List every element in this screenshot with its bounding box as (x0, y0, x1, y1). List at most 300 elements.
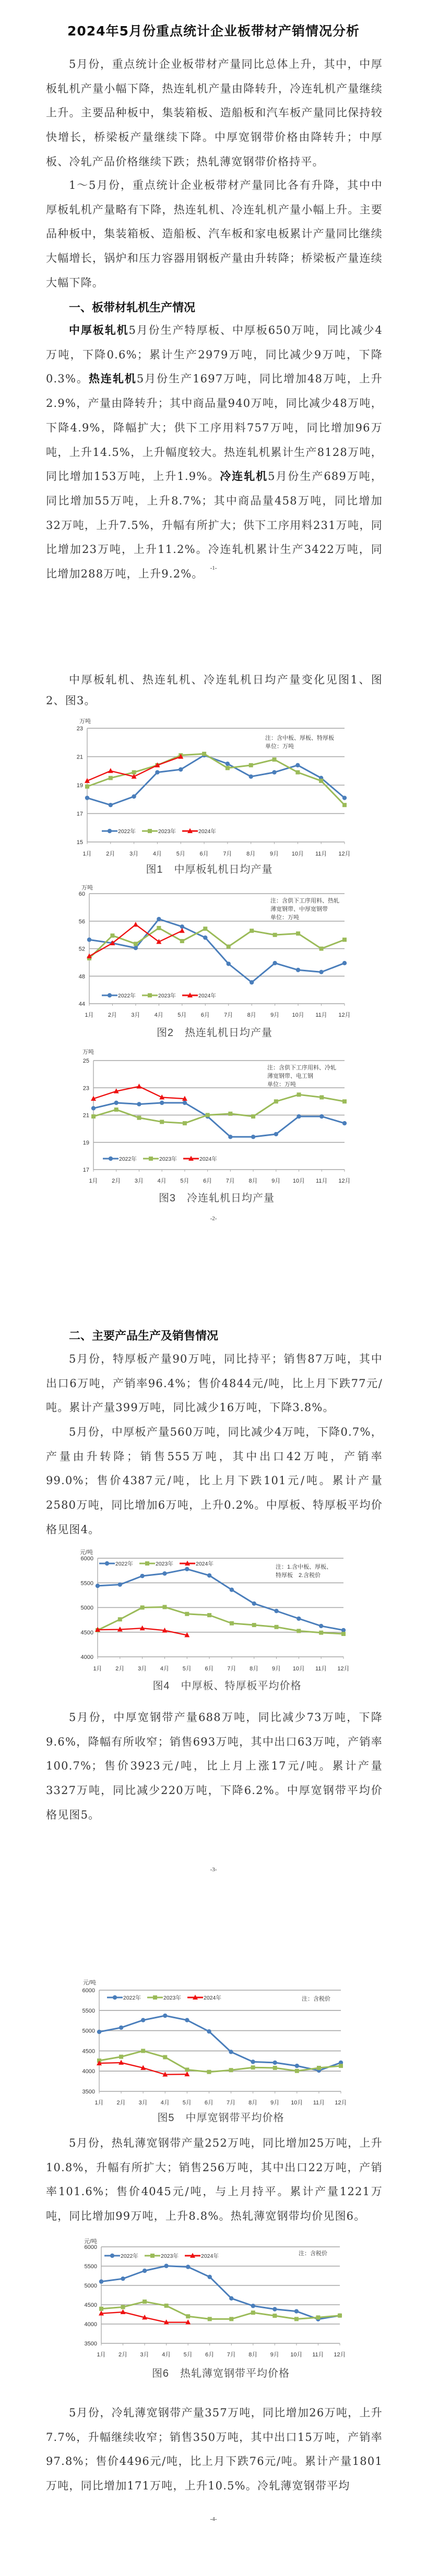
x-tick-label: 6月 (200, 1012, 210, 1018)
data-point-square-marker (183, 1121, 187, 1125)
data-point-square-marker (91, 1114, 96, 1118)
legend-circle-marker (109, 1157, 113, 1161)
series-2022年 (87, 917, 347, 985)
x-tick-label: 9月 (270, 2352, 279, 2358)
figure-caption: 图1 中厚板轧机日均产量 (146, 864, 273, 875)
data-point-square-marker (134, 942, 138, 946)
data-point-circle-marker (273, 2061, 277, 2065)
chart-note: 特厚板 2.含税价 (276, 1572, 321, 1579)
data-point-square-marker (203, 926, 207, 931)
y-tick-label: 23 (82, 1085, 89, 1092)
x-tick-label: 4月 (154, 1012, 163, 1018)
data-point-circle-marker (272, 961, 277, 965)
data-point-circle-marker (109, 803, 113, 807)
legend-label: 2024年 (196, 1561, 214, 1567)
x-tick-label: 4月 (160, 2100, 170, 2106)
data-point-circle-marker (137, 1102, 141, 1106)
series-line (93, 1094, 345, 1123)
hot-strip-mill-text: 5月份生产1697万吨，同比增加48万吨，上升2.9%，产量由降转升；其中商品量940万吨，同比减少48万吨，下降4.9%，降幅扩大；供下工序用料757万吨，同比增加96万吨，上升14.5%，上升幅度较大。热连轧机累计生产8128万吨，同比增加153万吨，上升1.9%。 (46, 372, 383, 483)
x-tick-label: 5月 (176, 851, 185, 857)
y-tick-label: 5500 (80, 1580, 93, 1587)
y-tick-label: 6000 (84, 2244, 97, 2250)
legend-label: 2022年 (123, 1995, 141, 2001)
chart-note: 单位：万吨 (270, 914, 299, 921)
data-point-square-marker (121, 2305, 125, 2309)
series-2023年 (87, 926, 347, 960)
data-point-circle-marker (208, 2275, 212, 2279)
data-point-square-marker (251, 2065, 255, 2069)
chart-note: 注：含中板、厚板、特厚板 (265, 735, 334, 741)
x-tick-label: 5月 (180, 1178, 189, 1184)
y-tick-label: 5000 (80, 1605, 93, 1611)
data-point-square-marker (297, 1092, 301, 1097)
y-axis-unit-label: 万吨 (81, 885, 93, 891)
x-tick-label: 8月 (250, 1666, 259, 1672)
data-point-square-marker (249, 763, 253, 767)
cumulative-summary-paragraph: 1～5月份，重点统计企业板带材产量同比各有升降，其中中厚板轧机产量略有下降，热连轧机、冷连轧机产量小幅上升。主要品种板中，集装箱板、造船板、汽车板和家电板累计产量同比继续大幅增长，锅炉和压力容器用钢板产量由升转降；桥梁板产量连续大幅下降。 (46, 179, 383, 289)
cold-rolled-strip-paragraph: 5月份，冷轧薄宽钢带产量357万吨，同比增加26万吨，上升7.7%，升幅继续收窄；销售350万吨，其中出口15万吨，产销率97.8%；售价4496元/吨，比上月下跌76元/吨。累计产量1801万吨，同比增加171万吨，上升10.5%。冷轧薄宽钢带平均 (46, 2406, 383, 2493)
medium-wide-strip-paragraph: 5月份，中厚宽钢带产量688万吨，同比减少73万吨，下降9.6%，降幅有所收窄；销售693万吨，其中出口63万吨，产销率100.7%；售价3923元/吨，比上月上涨17元/吨。累计产量3327万吨，同比减少220万吨，下降6.2%。中厚宽钢带平均价格见图5。 (46, 1711, 383, 1821)
data-point-triangle-marker (108, 768, 113, 773)
data-point-square-marker (273, 933, 277, 937)
data-point-square-marker (274, 1099, 278, 1103)
data-point-circle-marker (163, 2014, 167, 2018)
plate-mill-text: 5月份生产特厚板、中厚板650万吨，同比减少4万吨，下降0.6%；累计生产2979万吨，同比减少9万吨，下降0.3%。 (46, 324, 383, 386)
hot-rolled-strip-paragraph: 5月份，热轧薄宽钢带产量252万吨，同比增加25万吨，上升10.8%，升幅有所扩大；销售256万吨，其中出口22万吨，产销率101.6%；售价4045元/吨，与上月持平。累计产量1221万吨，同比增加99万吨，上升8.8%。热轧薄宽钢带均价见图6。 (46, 2137, 383, 2223)
data-point-circle-marker (296, 1617, 301, 1621)
data-point-square-marker (295, 2069, 299, 2073)
data-point-circle-marker (228, 1135, 232, 1139)
data-point-circle-marker (296, 968, 300, 972)
data-point-square-marker (295, 770, 300, 774)
x-tick-label: 6月 (199, 851, 209, 857)
x-tick-label: 1月 (85, 1012, 94, 1018)
chart-figure-4 (80, 1548, 350, 1692)
legend-item (104, 2253, 138, 2259)
bold-term-hot-strip-mill: 热连轧机 (88, 372, 137, 386)
data-point-circle-marker (207, 2029, 211, 2033)
legend-circle-marker (105, 1561, 109, 1566)
data-point-circle-marker (250, 980, 254, 984)
y-tick-label: 56 (78, 918, 85, 925)
series-line (87, 754, 345, 805)
legend-square-marker (148, 993, 152, 997)
data-point-circle-marker (134, 946, 138, 950)
x-tick-label: 3月 (138, 2100, 148, 2106)
y-tick-label: 4000 (82, 2068, 95, 2075)
data-point-square-marker (319, 1096, 324, 1100)
data-point-square-marker (317, 2066, 321, 2070)
page-number: -3- (210, 1867, 217, 1873)
legend-label: 2024年 (198, 993, 216, 999)
data-point-square-marker (319, 947, 324, 951)
data-point-circle-marker (272, 770, 276, 774)
data-point-square-marker (296, 1629, 301, 1633)
legend-circle-marker (110, 2254, 114, 2258)
data-point-square-marker (186, 2314, 190, 2318)
series-line (101, 2302, 340, 2319)
data-point-circle-marker (91, 1106, 96, 1110)
data-point-square-marker (339, 2064, 343, 2068)
x-tick-label: 11月 (312, 2352, 324, 2358)
y-tick-label: 17 (82, 1167, 89, 1173)
y-tick-label: 25 (82, 1058, 89, 1064)
legend-circle-marker (108, 829, 112, 833)
series-line (89, 924, 182, 956)
data-point-circle-marker (141, 2018, 145, 2022)
data-point-circle-marker (319, 1114, 324, 1118)
data-point-circle-marker (186, 2265, 190, 2269)
data-point-triangle-marker (180, 928, 185, 933)
y-tick-label: 4500 (80, 1629, 93, 1636)
data-point-square-marker (208, 2317, 212, 2321)
legend-label: 2024年 (198, 828, 216, 835)
series-2023年 (85, 752, 347, 807)
data-point-square-marker (251, 1114, 255, 1118)
data-point-circle-marker (227, 961, 231, 966)
x-tick-label: 10月 (292, 1178, 305, 1184)
figure-caption: 图6 热轧薄宽钢带平均价格 (151, 2368, 290, 2379)
x-tick-label: 5月 (182, 2100, 192, 2106)
chart-note: 单位：万吨 (265, 743, 294, 750)
cold-mill-text: 5月份生产689万吨，同比增加55万吨，上升8.7%；其中商品量458万吨，同比增加32万吨，上升7.5%，升幅有所扩大；供下工序用料231万吨，同比增加23万吨，上升11.2%。冷连轧机累计生产3422万吨，同比增加288万吨，上升9.2%。 (46, 470, 383, 581)
x-tick-label: 12月 (338, 851, 351, 857)
x-tick-label: 6月 (203, 1178, 212, 1184)
medium-plate-paragraph: 5月份，中厚板产量560万吨，同比减少4万吨，下降0.7%，产量由升转降；销售555万吨，其中出口42万吨，产销率99.0%；售价4387元/吨，比上月下跌101元/吨。累计产量2580万吨，同比增加6万吨，上升0.2%。中厚板、特厚板平均价格见图4。 (46, 1426, 383, 1536)
x-tick-label: 5月 (182, 1666, 192, 1672)
data-point-circle-marker (251, 2304, 255, 2308)
legend-label: 2022年 (121, 2253, 138, 2259)
chart-note: 薄宽钢带、中厚宽钢带 (270, 906, 328, 912)
y-axis-unit-label: 元/吨 (80, 1549, 93, 1556)
y-tick-label: 21 (82, 1112, 89, 1119)
x-tick-label: 2月 (118, 2352, 128, 2358)
y-tick-label: 52 (78, 946, 85, 953)
x-tick-label: 9月 (269, 851, 279, 857)
data-point-square-marker (143, 2300, 147, 2304)
data-point-triangle-marker (136, 1084, 141, 1089)
data-point-square-marker (272, 757, 277, 762)
data-point-circle-marker (207, 1573, 211, 1578)
x-tick-label: 1月 (82, 851, 92, 857)
y-tick-label: 3500 (84, 2341, 97, 2347)
x-tick-label: 8月 (248, 2352, 258, 2358)
legend-label: 2024年 (199, 1156, 217, 1162)
legend-square-marker (148, 829, 152, 833)
legend-item (187, 1994, 221, 2001)
chart-figure-5 (82, 1979, 347, 2124)
x-tick-label: 3月 (140, 2352, 149, 2358)
x-tick-label: 3月 (129, 851, 139, 857)
data-point-circle-marker (230, 1587, 234, 1592)
x-tick-label: 7月 (226, 2100, 236, 2106)
data-point-circle-marker (99, 2279, 103, 2283)
x-tick-label: 8月 (248, 1178, 258, 1184)
data-point-circle-marker (249, 774, 253, 778)
data-point-square-marker (341, 1632, 346, 1636)
figure-caption: 图4 中厚板、特厚板平均价格 (152, 1680, 302, 1692)
data-point-square-marker (157, 926, 161, 930)
y-axis-unit-label: 万吨 (79, 718, 91, 725)
chart-figure-1 (77, 717, 351, 875)
x-tick-label: 8月 (247, 1012, 256, 1018)
series-2022年 (99, 2264, 342, 2321)
x-tick-label: 1月 (94, 2100, 104, 2106)
legend-label: 2022年 (118, 993, 136, 999)
legend-item (182, 828, 216, 835)
data-point-circle-marker (295, 763, 300, 767)
y-tick-label: 4500 (84, 2302, 97, 2308)
data-point-circle-marker (296, 1114, 301, 1118)
data-point-circle-marker (274, 1132, 278, 1136)
chart-figure-3 (82, 1048, 351, 1204)
x-tick-label: 4月 (160, 1666, 170, 1672)
data-point-circle-marker (185, 2018, 189, 2022)
data-point-square-marker (319, 779, 323, 783)
legend-label: 2023年 (158, 828, 176, 835)
legend-label: 2023年 (156, 1561, 173, 1567)
x-tick-label: 2月 (116, 2100, 126, 2106)
data-point-square-marker (230, 1621, 234, 1626)
bold-term-plate-mill: 中厚板轧机 (69, 324, 129, 336)
series-2023年 (99, 2300, 342, 2321)
figure-caption: 图3 冷连轧机日均产量 (158, 1193, 275, 1204)
data-point-square-marker (185, 2067, 189, 2072)
data-point-square-marker (296, 931, 300, 935)
data-point-square-marker (228, 1112, 232, 1116)
series-line (101, 2266, 340, 2319)
data-point-circle-marker (251, 1135, 255, 1139)
series-line (99, 2016, 341, 2071)
data-point-circle-marker (319, 1624, 323, 1628)
data-point-circle-marker (342, 961, 347, 965)
x-tick-label: 6月 (205, 2352, 215, 2358)
x-tick-label: 5月 (183, 2352, 193, 2358)
series-line (87, 755, 345, 805)
section-heading-products: 二、主要产品生产及销售情况 (69, 1330, 219, 1343)
x-tick-label: 7月 (227, 2352, 236, 2358)
y-tick-label: 44 (78, 1001, 85, 1007)
data-point-circle-marker (183, 1101, 187, 1105)
legend-item (143, 1155, 177, 1162)
y-tick-label: 4000 (80, 1654, 93, 1660)
data-point-circle-marker (272, 2307, 277, 2311)
legend-circle-marker (108, 993, 112, 997)
data-point-square-marker (202, 752, 206, 756)
legend-label: 2023年 (161, 2253, 179, 2259)
data-point-square-marker (163, 2055, 167, 2059)
x-tick-label: 10月 (292, 1012, 304, 1018)
figure-caption: 图5 中厚宽钢带平均价格 (157, 2112, 284, 2124)
x-tick-label: 3月 (134, 1178, 144, 1184)
data-point-circle-marker (97, 2030, 101, 2034)
legend-label: 2024年 (204, 1995, 221, 2001)
data-point-square-marker (252, 1623, 256, 1627)
x-tick-label: 2月 (106, 851, 115, 857)
x-tick-label: 2月 (115, 1666, 125, 1672)
data-point-square-marker (250, 929, 254, 933)
figure-reference-paragraph: 中厚板轧机、热连轧机、冷连轧机日均产量变化见图1、图2、图3。 (46, 673, 383, 707)
series-2022年 (91, 1101, 347, 1139)
x-tick-label: 4月 (152, 851, 162, 857)
chart-note: 注：含税价 (299, 2250, 327, 2257)
data-point-square-marker (229, 2068, 233, 2072)
x-tick-label: 12月 (338, 1012, 351, 1018)
data-point-circle-marker (229, 2296, 233, 2301)
data-point-square-marker (251, 2310, 255, 2315)
x-tick-label: 10月 (291, 851, 304, 857)
data-point-square-marker (338, 2314, 342, 2318)
legend-item (182, 992, 216, 999)
data-point-circle-marker (179, 767, 183, 772)
data-point-square-marker (226, 766, 230, 770)
data-point-square-marker (342, 937, 347, 942)
series-2022年 (97, 2014, 343, 2073)
summary-paragraph: 5月份，重点统计企业板带材产量同比总体上升，其中，中厚板轧机产量小幅下降，热连轧机产量由降转升，冷连轧机产量继续上升。主要品种板中，集装箱板、造船板和汽车板产量同比保持较快增长，桥梁板产量继续下降。中厚宽钢带价格由降转升；中厚板、冷轧产品价格继续下跌；热轧薄宽钢带价格持平。 (46, 58, 383, 168)
y-tick-label: 17 (76, 811, 83, 817)
x-tick-label: 7月 (227, 1666, 236, 1672)
data-point-square-marker (227, 945, 231, 949)
data-point-square-marker (180, 939, 184, 943)
x-tick-label: 7月 (226, 1178, 235, 1184)
data-point-circle-marker (85, 796, 89, 800)
data-point-circle-marker (342, 796, 347, 800)
x-tick-label: 9月 (271, 1666, 281, 1672)
y-tick-label: 60 (78, 891, 85, 897)
series-line (89, 928, 345, 958)
data-point-circle-marker (341, 1628, 346, 1632)
y-tick-label: 5000 (82, 2028, 95, 2035)
data-point-square-marker (207, 1613, 211, 1617)
data-point-square-marker (119, 2055, 123, 2059)
x-tick-label: 10月 (291, 2100, 303, 2106)
x-tick-label: 12月 (338, 1178, 351, 1184)
data-point-square-marker (164, 2304, 169, 2308)
series-2024年 (87, 922, 185, 958)
x-tick-label: 11月 (315, 851, 327, 857)
legend-square-marker (145, 1561, 149, 1566)
legend-label: 2023年 (158, 993, 176, 999)
x-tick-label: 6月 (204, 2100, 214, 2106)
data-point-square-marker (316, 2315, 320, 2319)
x-tick-label: 12月 (337, 1666, 350, 1672)
y-tick-label: 5500 (84, 2264, 97, 2270)
data-point-square-marker (114, 1108, 118, 1112)
legend-label: 2022年 (119, 1156, 137, 1162)
chart-note: 薄宽钢带、电工钢 (267, 1073, 313, 1079)
data-point-square-marker (141, 2049, 145, 2053)
x-tick-label: 11月 (316, 1178, 328, 1184)
legend-circle-marker (113, 1995, 117, 2000)
data-point-circle-marker (342, 1121, 347, 1125)
chart-note: 单位：万吨 (267, 1081, 296, 1088)
data-point-circle-marker (295, 2064, 299, 2068)
x-tick-label: 11月 (315, 1012, 327, 1018)
legend-item (183, 1155, 217, 1162)
x-tick-label: 7月 (223, 851, 232, 857)
x-tick-label: 8月 (248, 2100, 258, 2106)
data-point-circle-marker (114, 1101, 118, 1105)
page-number: -2- (210, 1215, 217, 1222)
y-axis-unit-label: 万吨 (82, 1049, 94, 1055)
data-point-triangle-marker (133, 922, 138, 927)
y-tick-label: 3500 (82, 2089, 95, 2095)
data-point-circle-marker (319, 970, 323, 974)
x-tick-label: 12月 (334, 2352, 346, 2358)
legend-square-marker (153, 1995, 157, 2000)
page-number: -1- (210, 565, 217, 571)
data-point-square-marker (110, 933, 114, 937)
data-point-circle-marker (87, 937, 91, 942)
x-tick-label: 3月 (138, 1666, 147, 1672)
data-point-circle-marker (143, 2269, 147, 2273)
page-number: -4- (210, 2516, 217, 2522)
data-point-circle-marker (203, 935, 207, 940)
data-point-square-marker (273, 2066, 277, 2070)
x-tick-label: 4月 (157, 1178, 167, 1184)
legend-item (103, 1155, 137, 1162)
x-tick-label: 1月 (89, 1178, 98, 1184)
series-line (89, 919, 345, 982)
legend-item (102, 828, 136, 835)
legend-label: 2024年 (201, 2253, 219, 2259)
data-point-circle-marker (157, 917, 161, 921)
data-point-square-marker (207, 2070, 211, 2074)
x-tick-label: 9月 (271, 1178, 281, 1184)
data-point-square-marker (342, 1099, 347, 1103)
data-point-square-marker (137, 1116, 141, 1120)
data-point-square-marker (206, 1113, 210, 1117)
document-title: 2024年5月份重点统计企业板带材产销情况分析 (67, 23, 360, 39)
x-tick-label: 9月 (270, 1012, 280, 1018)
x-tick-label: 5月 (177, 1012, 187, 1018)
chart-figure-6 (84, 2237, 346, 2379)
chart-note: 注：含供下工序用料、冷轧 (267, 1065, 336, 1071)
x-tick-label: 1月 (93, 1666, 102, 1672)
data-point-circle-marker (294, 2309, 299, 2313)
legend-label: 2022年 (118, 828, 136, 835)
y-axis-unit-label: 元/吨 (84, 2238, 98, 2245)
data-point-circle-marker (251, 2060, 255, 2064)
data-point-circle-marker (252, 1602, 256, 1606)
y-tick-label: 6000 (80, 1556, 93, 1562)
y-axis-unit-label: 元/吨 (83, 1980, 97, 1986)
bold-term-cold-mill: 冷连轧机 (220, 470, 268, 483)
legend-label: 2023年 (163, 1995, 181, 2001)
x-tick-label: 1月 (97, 2352, 106, 2358)
data-point-circle-marker (185, 1567, 189, 1571)
series-2023年 (96, 1605, 346, 1636)
chart-figure-2 (79, 884, 351, 1039)
legend-item (102, 992, 136, 999)
x-tick-label: 3月 (131, 1012, 140, 1018)
y-tick-label: 15 (76, 839, 83, 846)
legend-item (147, 1994, 181, 2001)
y-tick-label: 19 (76, 783, 83, 789)
legend-square-marker (149, 1157, 153, 1161)
data-point-square-marker (185, 1612, 189, 1616)
data-point-square-marker (162, 1605, 167, 1609)
series-2024年 (91, 1084, 187, 1101)
chart-note: 注：含税价 (302, 1996, 330, 2002)
legend-label: 2022年 (115, 1561, 133, 1567)
data-point-circle-marker (119, 2026, 123, 2030)
series-2023年 (91, 1092, 347, 1125)
y-tick-label: 48 (78, 973, 85, 980)
data-point-circle-marker (121, 2277, 125, 2281)
data-point-square-marker (294, 2317, 299, 2321)
data-point-square-marker (229, 2317, 233, 2321)
